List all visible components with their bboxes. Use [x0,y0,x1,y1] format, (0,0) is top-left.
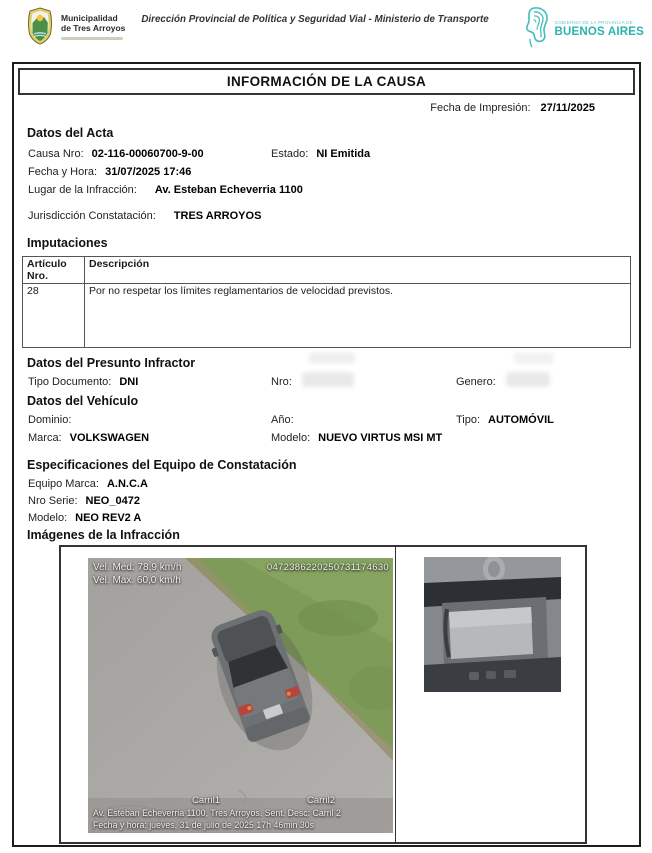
province-logo-small-text: GOBIERNO DE LA PROVINCIA DE [554,20,633,25]
col-descripcion-header: Descripción [89,258,150,270]
anio-label: Año: [271,414,294,426]
page-header [0,0,652,62]
jurisdiccion-value: TRES ARROYOS [173,210,262,222]
overlay-lane1-label: Carril1 [192,795,220,806]
document-title: INFORMACIÓN DE LA CAUSA [226,74,427,89]
redacted-patch [309,352,355,364]
print-date-row [430,102,595,114]
imputaciones-table-header [23,257,630,284]
tipo-vehiculo-label: Tipo: [456,414,481,426]
causa-value: 02-116-00060700-9-00 [91,148,204,160]
acta-row-1 [14,148,639,164]
tipo-documento-value: DNI [119,376,139,388]
plate-photo-cell [396,547,585,842]
equipo-section-heading: Especificaciones del Equipo de Constatación [27,458,297,472]
overlay-location-line: Av. Esteban Echeverria 1100, Tres Arroyos. Sent. Desc: Carril 2 [93,808,341,818]
imputaciones-table [22,256,631,348]
overlay-max-speed: Vel. Max. 60,0 km/h [93,575,181,586]
overlay-capture-serial: 0472386220250731174630 [266,562,389,573]
print-date-value: 27/11/2025 [540,102,595,114]
road-scene-graphic [88,558,393,833]
descripcion-cell: Por no respetar los límites reglamentarios de velocidad previstos. [89,285,394,297]
equipo-marca-label: Equipo Marca: [28,478,99,490]
articulo-cell: 28 [23,284,85,347]
redacted-document-number [302,372,354,387]
tipo-vehiculo-value: AUTOMÓVIL [488,414,554,426]
equipo-modelo-value: NEO REV2 A [75,512,142,524]
header-ministry-title: Dirección Provincial de Política y Seguridad Vial - Ministerio de Transporte [141,14,489,25]
nro-serie-value: NEO_0472 [85,495,140,507]
main-photo-cell [61,547,396,842]
redacted-patch [514,352,554,364]
equipo-row-1 [14,478,639,494]
infraction-images-frame [59,545,587,844]
col-articulo-header: Artículo Nro. [23,257,85,283]
estado-label: Estado: [271,148,309,160]
municipality-name-line1: Municipalidad [61,13,118,23]
causa-label: Causa Nro: [28,148,84,160]
overlay-lane2-label: Carril2 [307,795,335,806]
municipalidad-tres-arroyos-logo [26,7,125,50]
redacted-gender [506,372,550,387]
infractor-section-heading: Datos del Presunto Infractor [27,356,196,370]
tipo-documento-label: Tipo Documento: [28,376,112,388]
overlay-avg-speed: Vel. Med: 78,9 km/h [93,562,182,573]
estado-value: NI Emitida [316,148,371,160]
equipo-row-3 [14,512,639,528]
overlay-datetime-line: Fecha y hora: jueves, 31 de julio de 2025 17h 46min 30s [93,820,315,830]
vehiculo-row-1 [14,414,639,430]
genero-label: Genero: [456,376,496,388]
acta-row-4 [14,210,639,226]
municipality-name [61,7,125,40]
municipality-name-line2: de Tres Arroyos [61,23,126,33]
modelo-label: Modelo: [271,432,311,444]
jurisdiccion-label: Jurisdicción Constatación: [28,210,156,222]
imagenes-section-heading: Imágenes de la Infracción [27,528,180,542]
province-fingerprint-icon [520,6,550,53]
nro-serie-label: Nro Serie: [28,495,78,507]
fecha-hora-value: 31/07/2025 17:46 [105,166,192,178]
fecha-hora-label: Fecha y Hora: [28,166,98,178]
municipality-tagline [61,37,123,40]
imputaciones-section-heading: Imputaciones [27,236,108,250]
acta-row-3 [14,184,639,200]
document-title-box [18,68,635,95]
acta-row-2 [14,166,639,182]
nro-documento-label: Nro: [271,376,292,388]
marca-value: VOLKSWAGEN [69,432,150,444]
license-plate-closeup-photo [424,557,561,692]
dominio-label: Dominio: [28,414,72,426]
province-logo-text [554,20,644,39]
infraction-photo [88,558,393,833]
buenos-aires-province-logo [520,6,644,53]
equipo-row-2 [14,495,639,511]
province-logo-big-text: BUENOS AIRES [554,26,644,38]
municipal-crest-icon [26,7,54,50]
equipo-marca-value: A.N.C.A [106,478,148,490]
lugar-value: Av. Esteban Echeverria 1100 [154,184,303,196]
imputaciones-table-row [23,284,630,347]
print-date-label: Fecha de Impresión: [430,102,531,114]
cause-information-document [12,62,641,847]
modelo-value: NUEVO VIRTUS MSI MT [318,432,443,444]
acta-section-heading: Datos del Acta [27,126,114,140]
plate-closeup-graphic [424,557,561,692]
vehiculo-section-heading: Datos del Vehículo [27,394,139,408]
vehiculo-row-2 [14,432,639,448]
lugar-label: Lugar de la Infracción: [28,184,137,196]
equipo-modelo-label: Modelo: [28,512,68,524]
marca-label: Marca: [28,432,62,444]
